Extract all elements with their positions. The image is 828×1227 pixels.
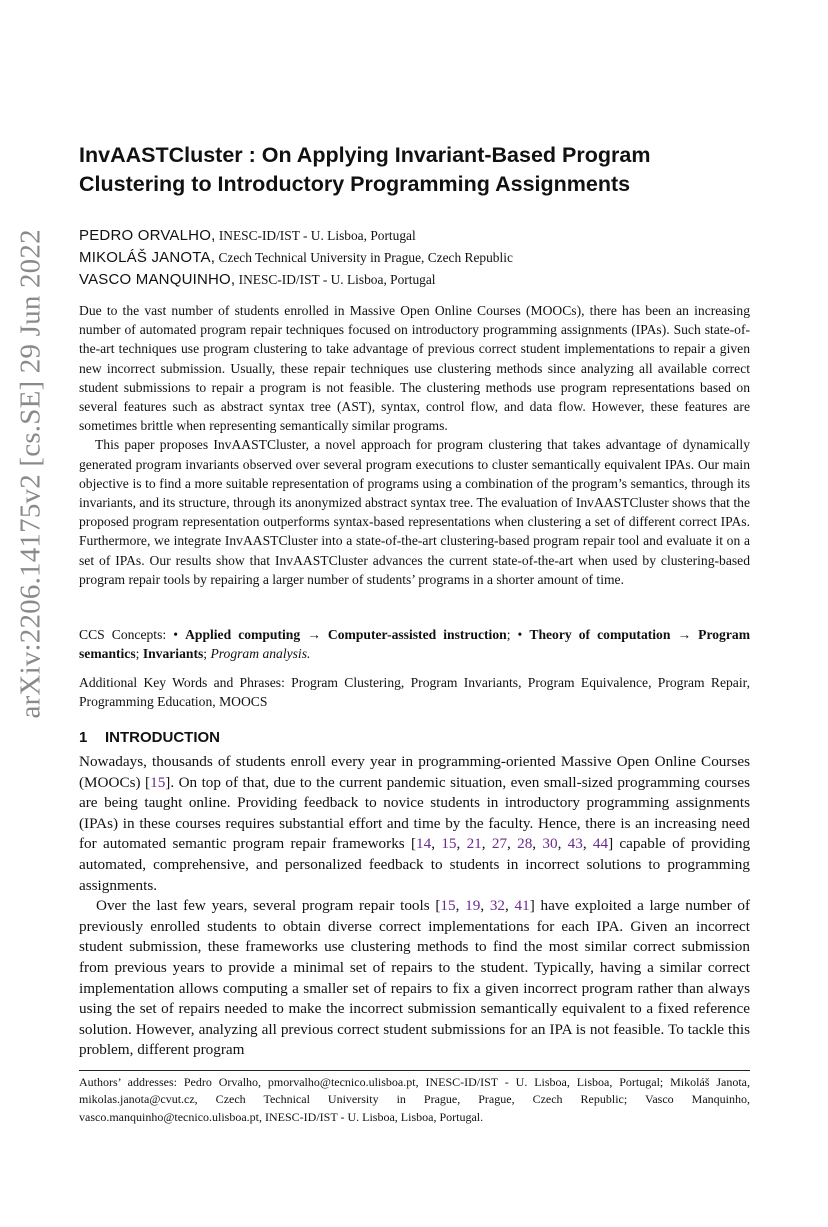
keywords: Additional Key Words and Phrases: Program Clustering, Program Invariants, Program Equivalence, Program Repair, Programming Education, MOOCS <box>79 675 750 710</box>
abstract-paragraph-2: This paper proposes InvAASTCluster, a novel approach for program clustering that takes advantage of dynamically generated program invariants observed over several program executions to cluster semantically equivalent IPAs. Our main objective is to find a more suitable representation of programs using a combination of the program’s semantics, through its invariants, and its structure, through its anonymized abstract syntax tree. The evaluation of InvAASTCluster shows that the proposed program representation outperforms syntax-based representations when clustering a set of different correct IPAs. Furthermore, we integrate InvAASTCluster into a state-of-the-art clustering-based program repair tool and evaluate it on a set of IPAs. Our results show that InvAASTCluster advances the current state-of-the-art when used by clustering-based program repair tools by repairing a larger number of students’ programs in a shorter amount of time. <box>79 437 750 587</box>
citation-link[interactable]: 43 <box>567 835 583 853</box>
section-title: INTRODUCTION <box>105 729 220 746</box>
citation-link[interactable]: 27 <box>491 835 508 853</box>
ccs-concept: Applied computing <box>185 627 301 642</box>
ccs-concepts <box>79 625 750 663</box>
ccs-concept: Theory of computation <box>529 627 671 642</box>
ccs-arrow: → <box>677 627 692 642</box>
author-affiliation: INESC-ID/IST - U. Lisboa, Portugal <box>238 272 436 287</box>
introduction-body <box>79 752 750 1061</box>
citation-link[interactable]: 41 <box>514 897 530 915</box>
text-run: , <box>481 835 492 853</box>
section-number: 1 <box>79 729 88 746</box>
citation-link[interactable]: 15 <box>150 773 166 791</box>
text-run: ]. On top of that, due to the current pandemic situation, even small-sized programming courses are being taught online. Providing feedback to novice students in introductory programming assignments (IPAs) in these courses requires substantial effort and time by the faculty. Hence, there is an increasing need for automated semantic program repair frameworks [ <box>79 773 750 853</box>
ccs-arrow: → <box>307 627 321 642</box>
text-run: , <box>456 835 467 853</box>
ccs-separator: ; <box>135 646 140 662</box>
text-run: , <box>431 835 442 853</box>
ccs-separator: ; • <box>506 627 523 642</box>
paper-title-line-1: InvAASTCluster : On Applying Invariant-Based Program <box>79 143 651 167</box>
citation-link[interactable]: 15 <box>440 897 456 915</box>
author-entry <box>79 247 769 269</box>
ccs-concept: Program analysis. <box>210 646 311 662</box>
author-name: PEDRO ORVALHO, <box>79 227 216 244</box>
ccs-concept: Program semantics <box>79 627 751 662</box>
abstract-paragraph-1: Due to the vast number of students enrolled in Massive Open Online Courses (MOOCs), there has been an increasing number of automated program repair techniques focused on introductory programming assignments (IPAs). Such state-of-the-art techniques use program clustering to take advantage of previous correct student implementations to repair a given new incorrect submission. Usually, these repair techniques use clustering methods since analyzing all available correct student submissions to repair a program is not feasible. The clustering methods use program representations based on several features such as abstract syntax tree (AST), syntax, control flow, and data flow. However, these features are sometimes brittle when representing semantically similar programs. <box>79 303 750 434</box>
citation-link[interactable]: 14 <box>416 835 432 853</box>
section-heading <box>79 728 750 748</box>
citation-link[interactable]: 28 <box>517 835 533 853</box>
authors-addresses-footnote: Authors’ addresses: Pedro Orvalho, pmorvalho@tecnico.ulisboa.pt, INESC-ID/IST - U. Lisboa, Lisboa, Portugal; Mikoláš Janota, mikolas.janota@cvut.cz, Czech Technical University in Prague, Prague, Czech Republic; Vasco Manquinho, vasco.manquinho@tecnico.ulisboa.pt, INESC-ID/IST - U. Lisboa, Lisboa, Portugal. <box>79 1075 750 1124</box>
text-run: , <box>480 897 490 915</box>
footnote-rule <box>79 1070 750 1071</box>
author-entry <box>79 269 769 291</box>
text-run: ] capable of providing automated, comprehensive, and personalized feedback to students in incorrect solutions to programming assignments. <box>79 835 751 894</box>
citation-link[interactable]: 19 <box>465 897 481 915</box>
author-name: VASCO MANQUINHO, <box>79 271 236 288</box>
author-affiliation: Czech Technical University in Prague, Czech Republic <box>218 250 513 265</box>
citation-link[interactable]: 15 <box>441 835 457 853</box>
citation-link[interactable]: 32 <box>489 897 506 915</box>
citation-link[interactable]: 30 <box>542 835 558 853</box>
ccs-concept: Computer-assisted instruction <box>327 627 507 642</box>
citation-link[interactable]: 44 <box>592 835 609 853</box>
ccs-concept: Invariants <box>142 646 204 662</box>
arxiv-identifier-stamp: arXiv:2206.14175v2 [cs.SE] 29 Jun 2022 <box>14 229 47 719</box>
text-run: Nowadays, thousands of students enroll every year in programming-oriented Massive Open Online Courses (MOOCs) [ <box>79 753 750 791</box>
ccs-prefix: CCS Concepts: • <box>79 627 178 642</box>
text-run: ] have exploited a large number of previously enrolled students to obtain diverse correct implementations for each IPA. Given an incorrect student submission, these frameworks use clustering methods to find the most similar correct submission from previous years to provide a minimal set of repairs to the student. Typically, having a similar correct implementation allows computing a smaller set of repairs to fix a given incorrect program rather than always using the set of repairs needed to make the incorrect submission semantically equivalent to a fixed reference solution. However, analyzing all previous correct student submissions for an IPA is not feasible. To tackle this problem, different program <box>79 897 751 1059</box>
author-list <box>79 225 769 291</box>
text-run: , <box>505 897 515 915</box>
text-run: , <box>582 835 593 853</box>
ccs-separator: ; <box>203 646 208 662</box>
text-run: , <box>532 835 543 853</box>
paper-title <box>79 141 769 199</box>
author-entry <box>79 225 769 247</box>
author-affiliation: INESC-ID/IST - U. Lisboa, Portugal <box>218 228 416 243</box>
text-run: Over the last few years, several program repair tools [ <box>96 897 441 915</box>
text-run: , <box>507 835 518 853</box>
text-run: , <box>455 897 466 915</box>
text-run: , <box>557 835 568 853</box>
abstract <box>79 301 750 589</box>
intro-paragraph-1 <box>79 752 750 896</box>
citation-link[interactable]: 21 <box>466 835 482 853</box>
intro-paragraph-2 <box>79 896 750 1061</box>
paper-title-line-2: Clustering to Introductory Programming Assignments <box>79 172 631 196</box>
author-name: MIKOLÁŠ JANOTA, <box>79 249 216 266</box>
